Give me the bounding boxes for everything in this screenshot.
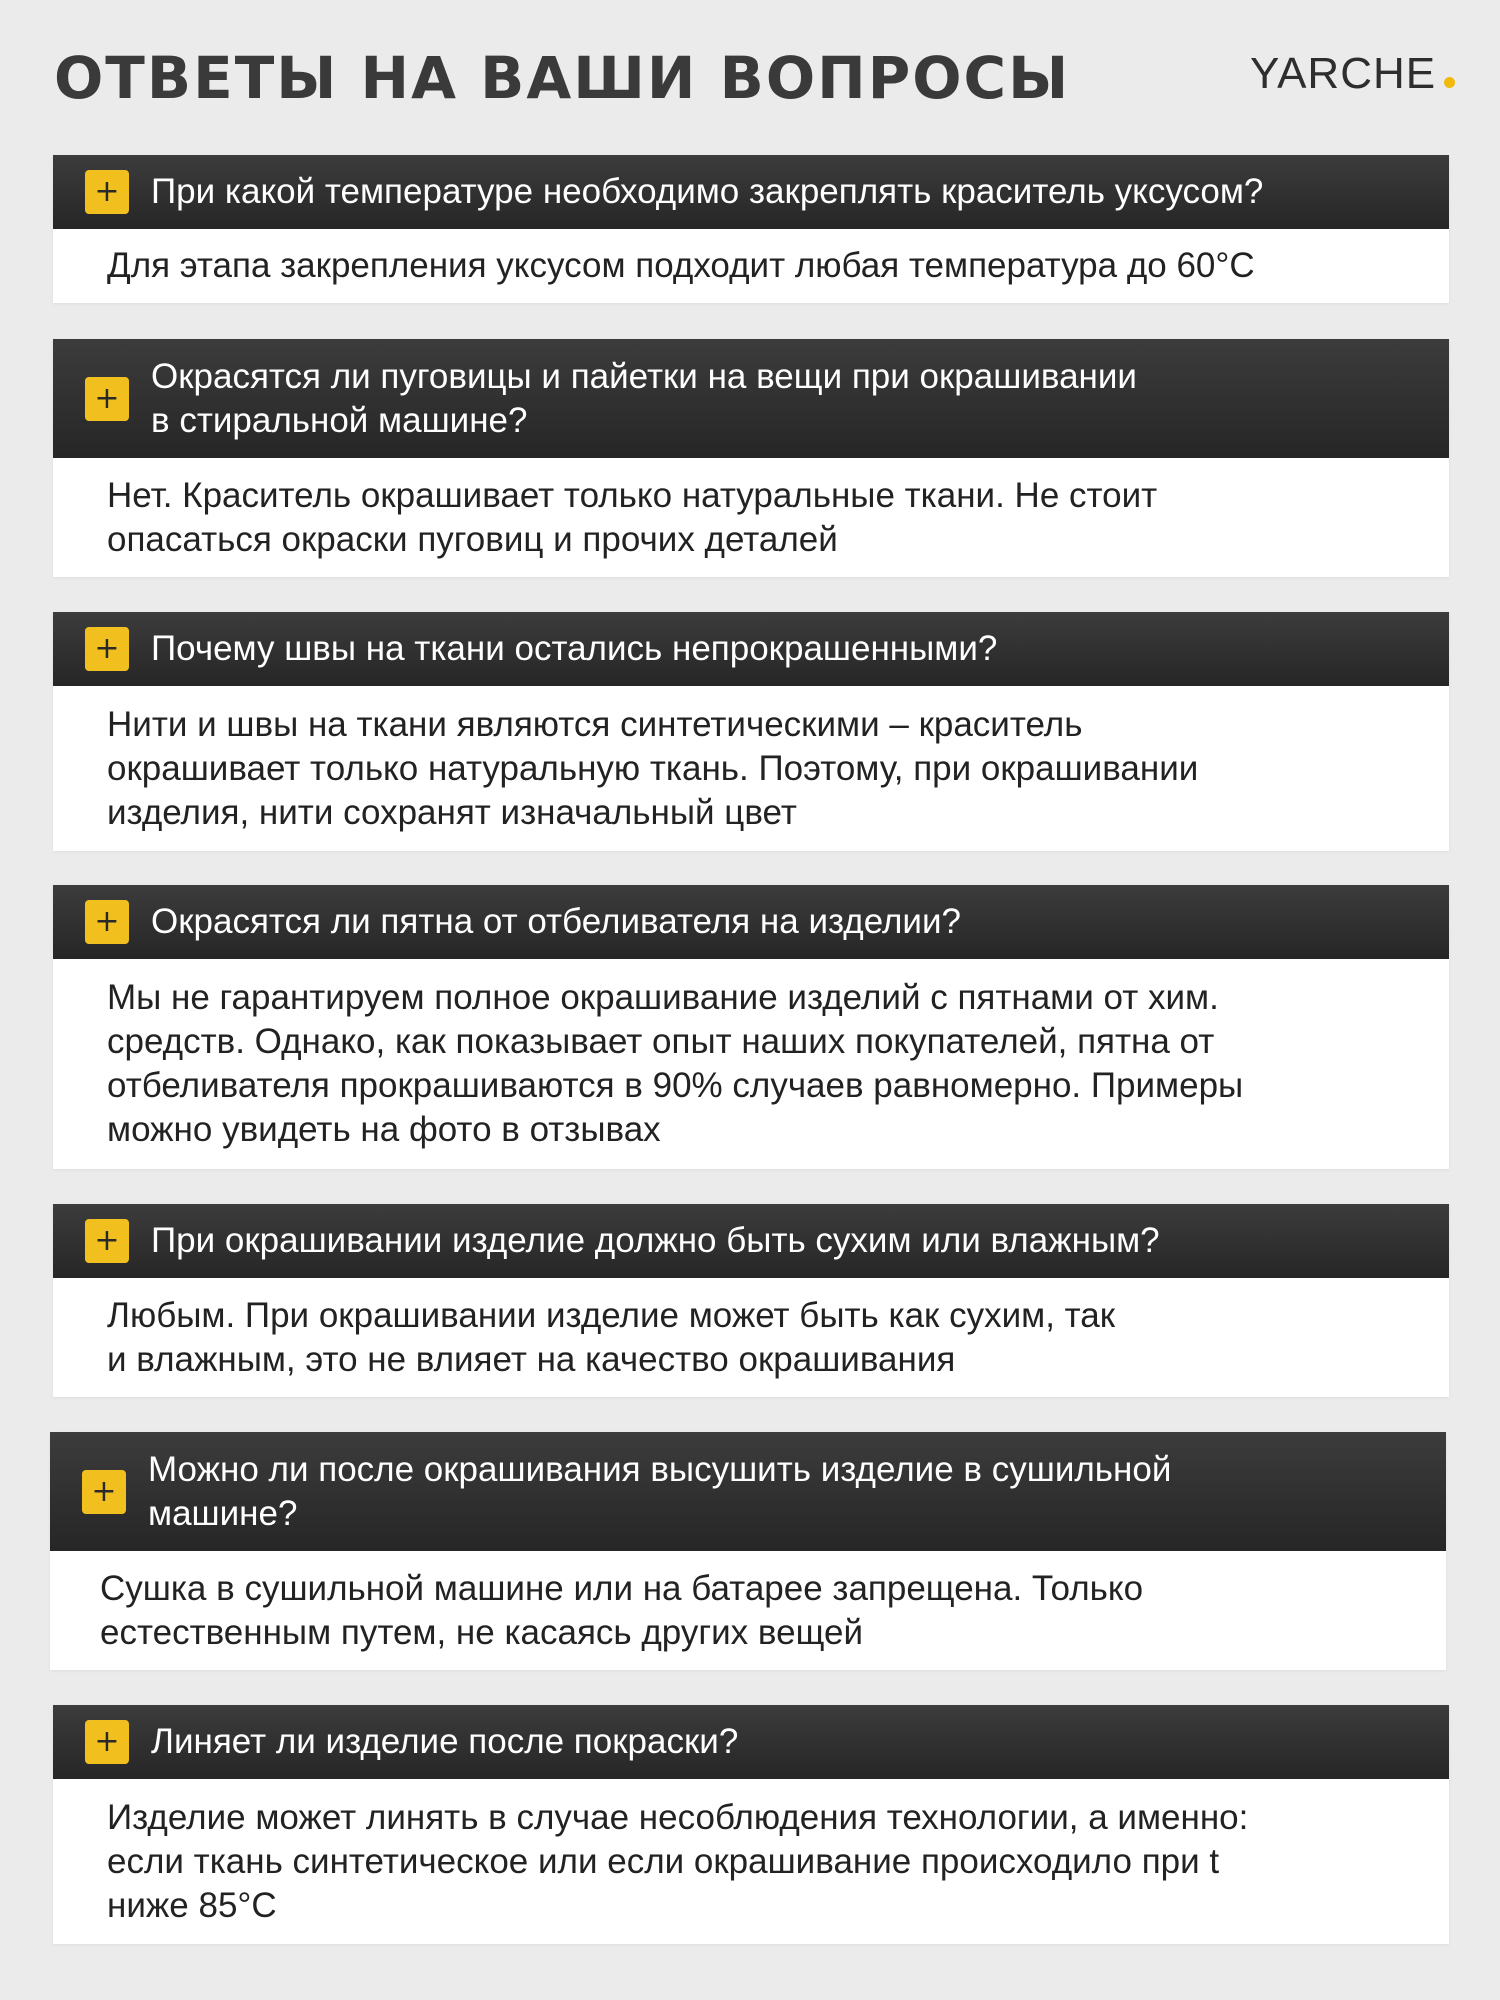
faq-answer-text: Мы не гарантируем полное окрашивание изделий с пятнами от хим. средств. Однако, как показывает опыт наших покупателей, пятна от отбеливателя прокрашиваются в 90% случаев равномерно. Примеры можно увидеть на фото в отзывах xyxy=(107,978,1244,1149)
faq-answer-text: Сушка в сушильной машине или на батарее запрещена. Только естественным путем, не касаясь других вещей xyxy=(100,1568,1144,1652)
faq-item xyxy=(50,1432,1446,1670)
faq-answer xyxy=(53,1278,1449,1397)
faq-question-header[interactable] xyxy=(53,155,1449,229)
brand-name: YARCHE xyxy=(1250,49,1437,98)
plus-icon[interactable]: + xyxy=(85,900,129,944)
page-title: ОТВЕТЫ НА ВАШИ ВОПРОСЫ xyxy=(54,44,1071,112)
faq-question-header[interactable] xyxy=(50,1432,1446,1551)
faq-answer-text: Нити и швы на ткани являются синтетическими – краситель окрашивает только натуральную ткань. Поэтому, при окрашивании изделия, нити сохранят изначальный цвет xyxy=(107,704,1199,832)
faq-item xyxy=(53,885,1449,1169)
faq-answer xyxy=(53,458,1449,577)
faq-answer xyxy=(50,1551,1446,1670)
brand-logo xyxy=(1250,46,1455,102)
plus-icon[interactable]: + xyxy=(85,1720,129,1764)
faq-question: Окрасятся ли пуговицы и пайетки на вещи при окрашивании в стиральной машине? xyxy=(151,356,1137,440)
plus-icon[interactable]: + xyxy=(85,627,129,671)
faq-question: Почему швы на ткани остались непрокрашенными? xyxy=(151,629,998,668)
faq-question: При окрашивании изделие должно быть сухим или влажным? xyxy=(151,1221,1160,1260)
faq-answer-text: Изделие может линять в случае несоблюдения технологии, а именно: если ткань синтетическое или если окрашивание происходило при t ниже 85°С xyxy=(107,1797,1249,1925)
brand-dot-icon xyxy=(1444,77,1455,88)
faq-answer-text: Для этапа закрепления уксусом подходит любая температура до 60°С xyxy=(107,246,1255,285)
faq-answer-text: Нет. Краситель окрашивает только натуральные ткани. Не стоит опасаться окраски пуговиц и прочих деталей xyxy=(107,475,1158,559)
faq-answer xyxy=(53,686,1449,851)
faq-question-header[interactable] xyxy=(53,1705,1449,1779)
faq-question: Можно ли после окрашивания высушить изделие в сушильной машине? xyxy=(148,1449,1172,1533)
plus-icon[interactable]: + xyxy=(82,1470,126,1514)
faq-question-header[interactable] xyxy=(53,339,1449,458)
faq-question: При какой температуре необходимо закреплять краситель уксусом? xyxy=(151,172,1264,211)
faq-item xyxy=(53,339,1449,577)
faq-item xyxy=(53,155,1449,303)
faq-item xyxy=(53,612,1449,851)
plus-icon[interactable]: + xyxy=(85,1219,129,1263)
faq-answer-text: Любым. При окрашивании изделие может быть как сухим, так и влажным, это не влияет на качество окрашивания xyxy=(107,1295,1116,1379)
faq-answer xyxy=(53,1779,1449,1944)
faq-question: Линяет ли изделие после покраски? xyxy=(151,1722,739,1761)
faq-item xyxy=(53,1204,1449,1397)
faq-question-header[interactable] xyxy=(53,612,1449,686)
faq-item xyxy=(53,1705,1449,1944)
faq-question-header[interactable] xyxy=(53,1204,1449,1278)
faq-question-header[interactable] xyxy=(53,885,1449,959)
faq-answer xyxy=(53,959,1449,1169)
faq-answer xyxy=(53,229,1449,303)
faq-question: Окрасятся ли пятна от отбеливателя на изделии? xyxy=(151,902,961,941)
plus-icon[interactable]: + xyxy=(85,377,129,421)
plus-icon[interactable]: + xyxy=(85,170,129,214)
